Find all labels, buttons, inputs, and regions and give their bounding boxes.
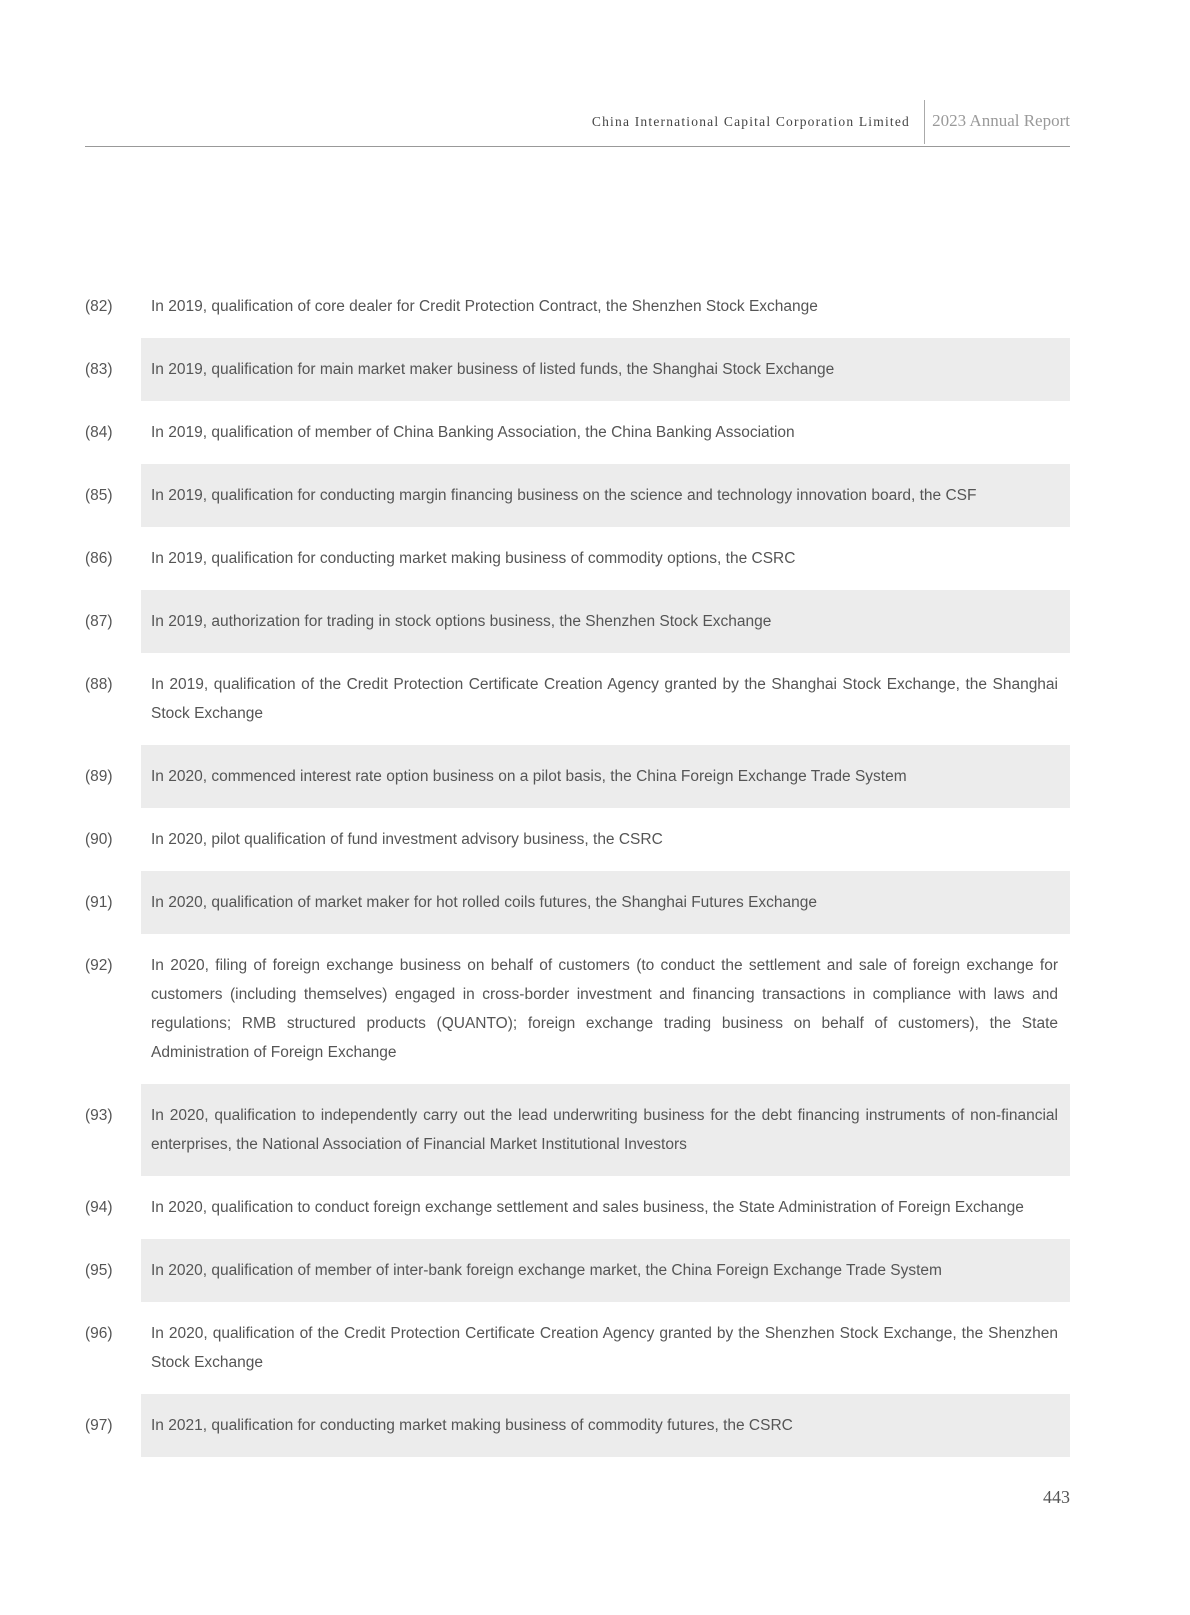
item-number: (84) — [85, 424, 113, 441]
item-text: In 2020, qualification of the Credit Protection Certificate Creation Agency granted by the Shenzhen Stock Exchange, the Shenzhen Stock Exchange — [151, 1325, 1058, 1371]
list-item — [85, 1394, 1070, 1457]
item-text: In 2020, pilot qualification of fund investment advisory business, the CSRC — [151, 831, 663, 848]
item-text: In 2019, qualification of the Credit Protection Certificate Creation Agency granted by the Shanghai Stock Exchange, the Shanghai Stock Exchange — [151, 676, 1058, 722]
report-title: 2023 Annual Report — [932, 111, 1070, 130]
item-number: (91) — [85, 894, 113, 911]
header-divider — [924, 100, 925, 144]
item-text: In 2019, qualification of member of China Banking Association, the China Banking Association — [151, 424, 795, 441]
item-text: In 2019, qualification of core dealer for Credit Protection Contract, the Shenzhen Stock Exchange — [151, 298, 818, 315]
item-text: In 2020, commenced interest rate option business on a pilot basis, the China Foreign Exchange Trade System — [141, 745, 1070, 808]
item-number: (95) — [85, 1262, 113, 1279]
list-item — [85, 1239, 1070, 1302]
list-item — [85, 871, 1070, 934]
list-item — [85, 527, 1070, 590]
item-text: In 2021, qualification for conducting market making business of commodity futures, the CSRC — [141, 1394, 1070, 1457]
item-text: In 2019, qualification for conducting market making business of commodity options, the CSRC — [151, 550, 796, 567]
list-item — [85, 745, 1070, 808]
item-text: In 2020, qualification of member of inter-bank foreign exchange market, the China Foreign Exchange Trade System — [141, 1239, 1070, 1302]
item-number: (87) — [85, 613, 113, 630]
page-number: 443 — [1043, 1487, 1070, 1507]
item-number: (89) — [85, 768, 113, 785]
item-number: (82) — [85, 298, 113, 315]
item-text: In 2019, qualification for conducting margin financing business on the science and technology innovation board, the CSF — [141, 464, 1070, 527]
item-text: In 2020, qualification to conduct foreign exchange settlement and sales business, the State Administration of Foreign Exchange — [151, 1199, 1024, 1216]
item-number: (94) — [85, 1199, 113, 1216]
item-number: (83) — [85, 361, 113, 378]
list-item — [85, 1302, 1070, 1394]
list-item — [85, 401, 1070, 464]
item-number: (97) — [85, 1417, 113, 1434]
list-item — [85, 275, 1070, 338]
item-number: (96) — [85, 1325, 113, 1342]
item-number: (90) — [85, 831, 113, 848]
list-item — [85, 1084, 1070, 1176]
list-item — [85, 808, 1070, 871]
list-item — [85, 338, 1070, 401]
item-number: (92) — [85, 957, 113, 974]
item-text: In 2020, filing of foreign exchange business on behalf of customers (to conduct the settlement and sale of foreign exchange for customers (including themselves) engaged in cross-border investment and financing transactions in compliance with laws and regulations; RMB structured products (QUANTO); foreign exchange trading business on behalf of customers), the State Administration of Foreign Exchange — [151, 957, 1058, 1061]
item-number: (86) — [85, 550, 113, 567]
list-item — [85, 934, 1070, 1084]
item-text: In 2019, authorization for trading in stock options business, the Shenzhen Stock Exchange — [141, 590, 1070, 653]
company-name: China International Capital Corporation Limited — [591, 114, 910, 129]
item-text: In 2020, qualification to independently carry out the lead underwriting business for the debt financing instruments of non-financial enterprises, the National Association of Financial Market Institutional Investors — [141, 1084, 1070, 1176]
item-number: (88) — [85, 676, 113, 693]
item-text: In 2020, qualification of market maker for hot rolled coils futures, the Shanghai Futures Exchange — [141, 871, 1070, 934]
list-item — [85, 1176, 1070, 1239]
item-number: (93) — [85, 1107, 113, 1124]
item-text: In 2019, qualification for main market maker business of listed funds, the Shanghai Stock Exchange — [141, 338, 1070, 401]
list-item — [85, 653, 1070, 745]
item-number: (85) — [85, 487, 113, 504]
list-item — [85, 590, 1070, 653]
list-item — [85, 464, 1070, 527]
page-header — [85, 98, 1070, 147]
qualification-list — [85, 275, 1070, 1457]
